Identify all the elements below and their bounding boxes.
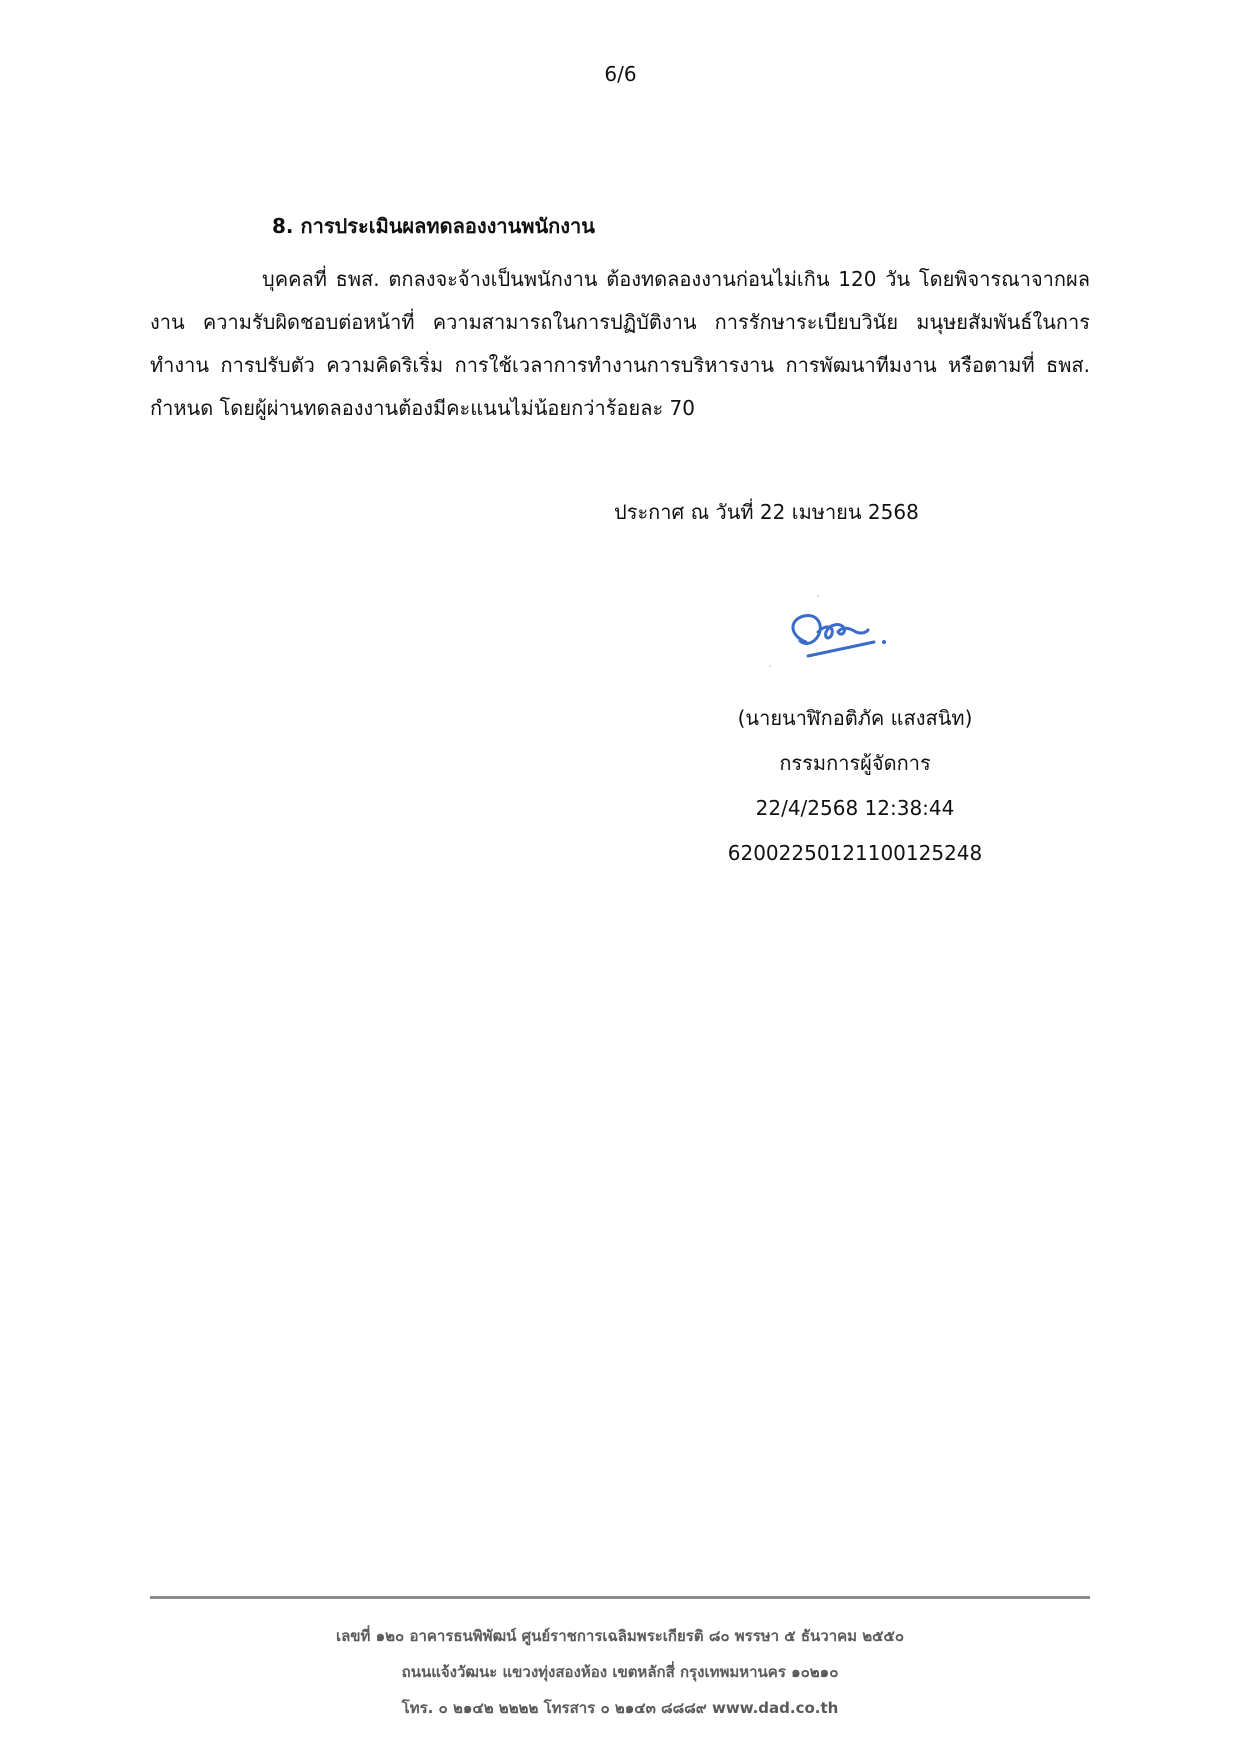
footer-line-2: ถนนแจ้งวัฒนะ แขวงทุ่งสองห้อง เขตหลักสี่ กรุงเทพมหานคร ๑๐๒๑๐ bbox=[401, 1663, 839, 1681]
announcement-date: ประกาศ ณ วันที่ 22 เมษายน 2568 bbox=[614, 500, 919, 524]
signer-block bbox=[700, 696, 1010, 876]
footer-address bbox=[150, 1618, 1090, 1726]
signature-timestamp: 22/4/2568 12:38:44 bbox=[755, 796, 955, 820]
section-body: บุคคลที่ ธพส. ตกลงจะจ้างเป็นพนักงาน ต้องทดลองงานก่อนไม่เกิน 120 วัน โดยพิจารณาจากผลงาน ความรับผิดชอบต่อหน้าที่ ความสามารถในการปฏิบัติงาน การรักษาระเบียบวินัย มนุษยสัมพันธ์ในการทำงาน การปรับตัว ความคิดริเริ่ม การใช้เวลาการทำงานการบริหารงาน การพัฒนาทีมงาน หรือตามที่ ธพส. กำหนด โดยผู้ผ่านทดลองงานต้องมีคะแนนไม่น้อยกว่าร้อยละ 70 bbox=[150, 267, 1090, 420]
footer-line-1: เลขที่ ๑๒๐ อาคารธนพิพัฒน์ ศูนย์ราชการเฉลิมพระเกียรติ ๘๐ พรรษา ๕ ธันวาคม ๒๕๕๐ bbox=[335, 1627, 905, 1645]
section-heading: 8. การประเมินผลทดลองงานพนักงาน bbox=[272, 214, 595, 238]
signer-name: (นายนาฬิกอติภัค แสงสนิท) bbox=[737, 706, 973, 730]
footer-divider bbox=[150, 1596, 1090, 1599]
footer-line-3: โทร. ๐ ๒๑๔๒ ๒๒๒๒ โทรสาร ๐ ๒๑๔๓ ๘๘๘๙ www.dad.co.th bbox=[401, 1699, 839, 1717]
page-number: 6/6 bbox=[604, 62, 637, 86]
signature-image bbox=[760, 586, 950, 676]
signature-reference: 62002250121100125248 bbox=[727, 841, 983, 865]
signer-position: กรรมการผู้จัดการ bbox=[779, 751, 931, 775]
